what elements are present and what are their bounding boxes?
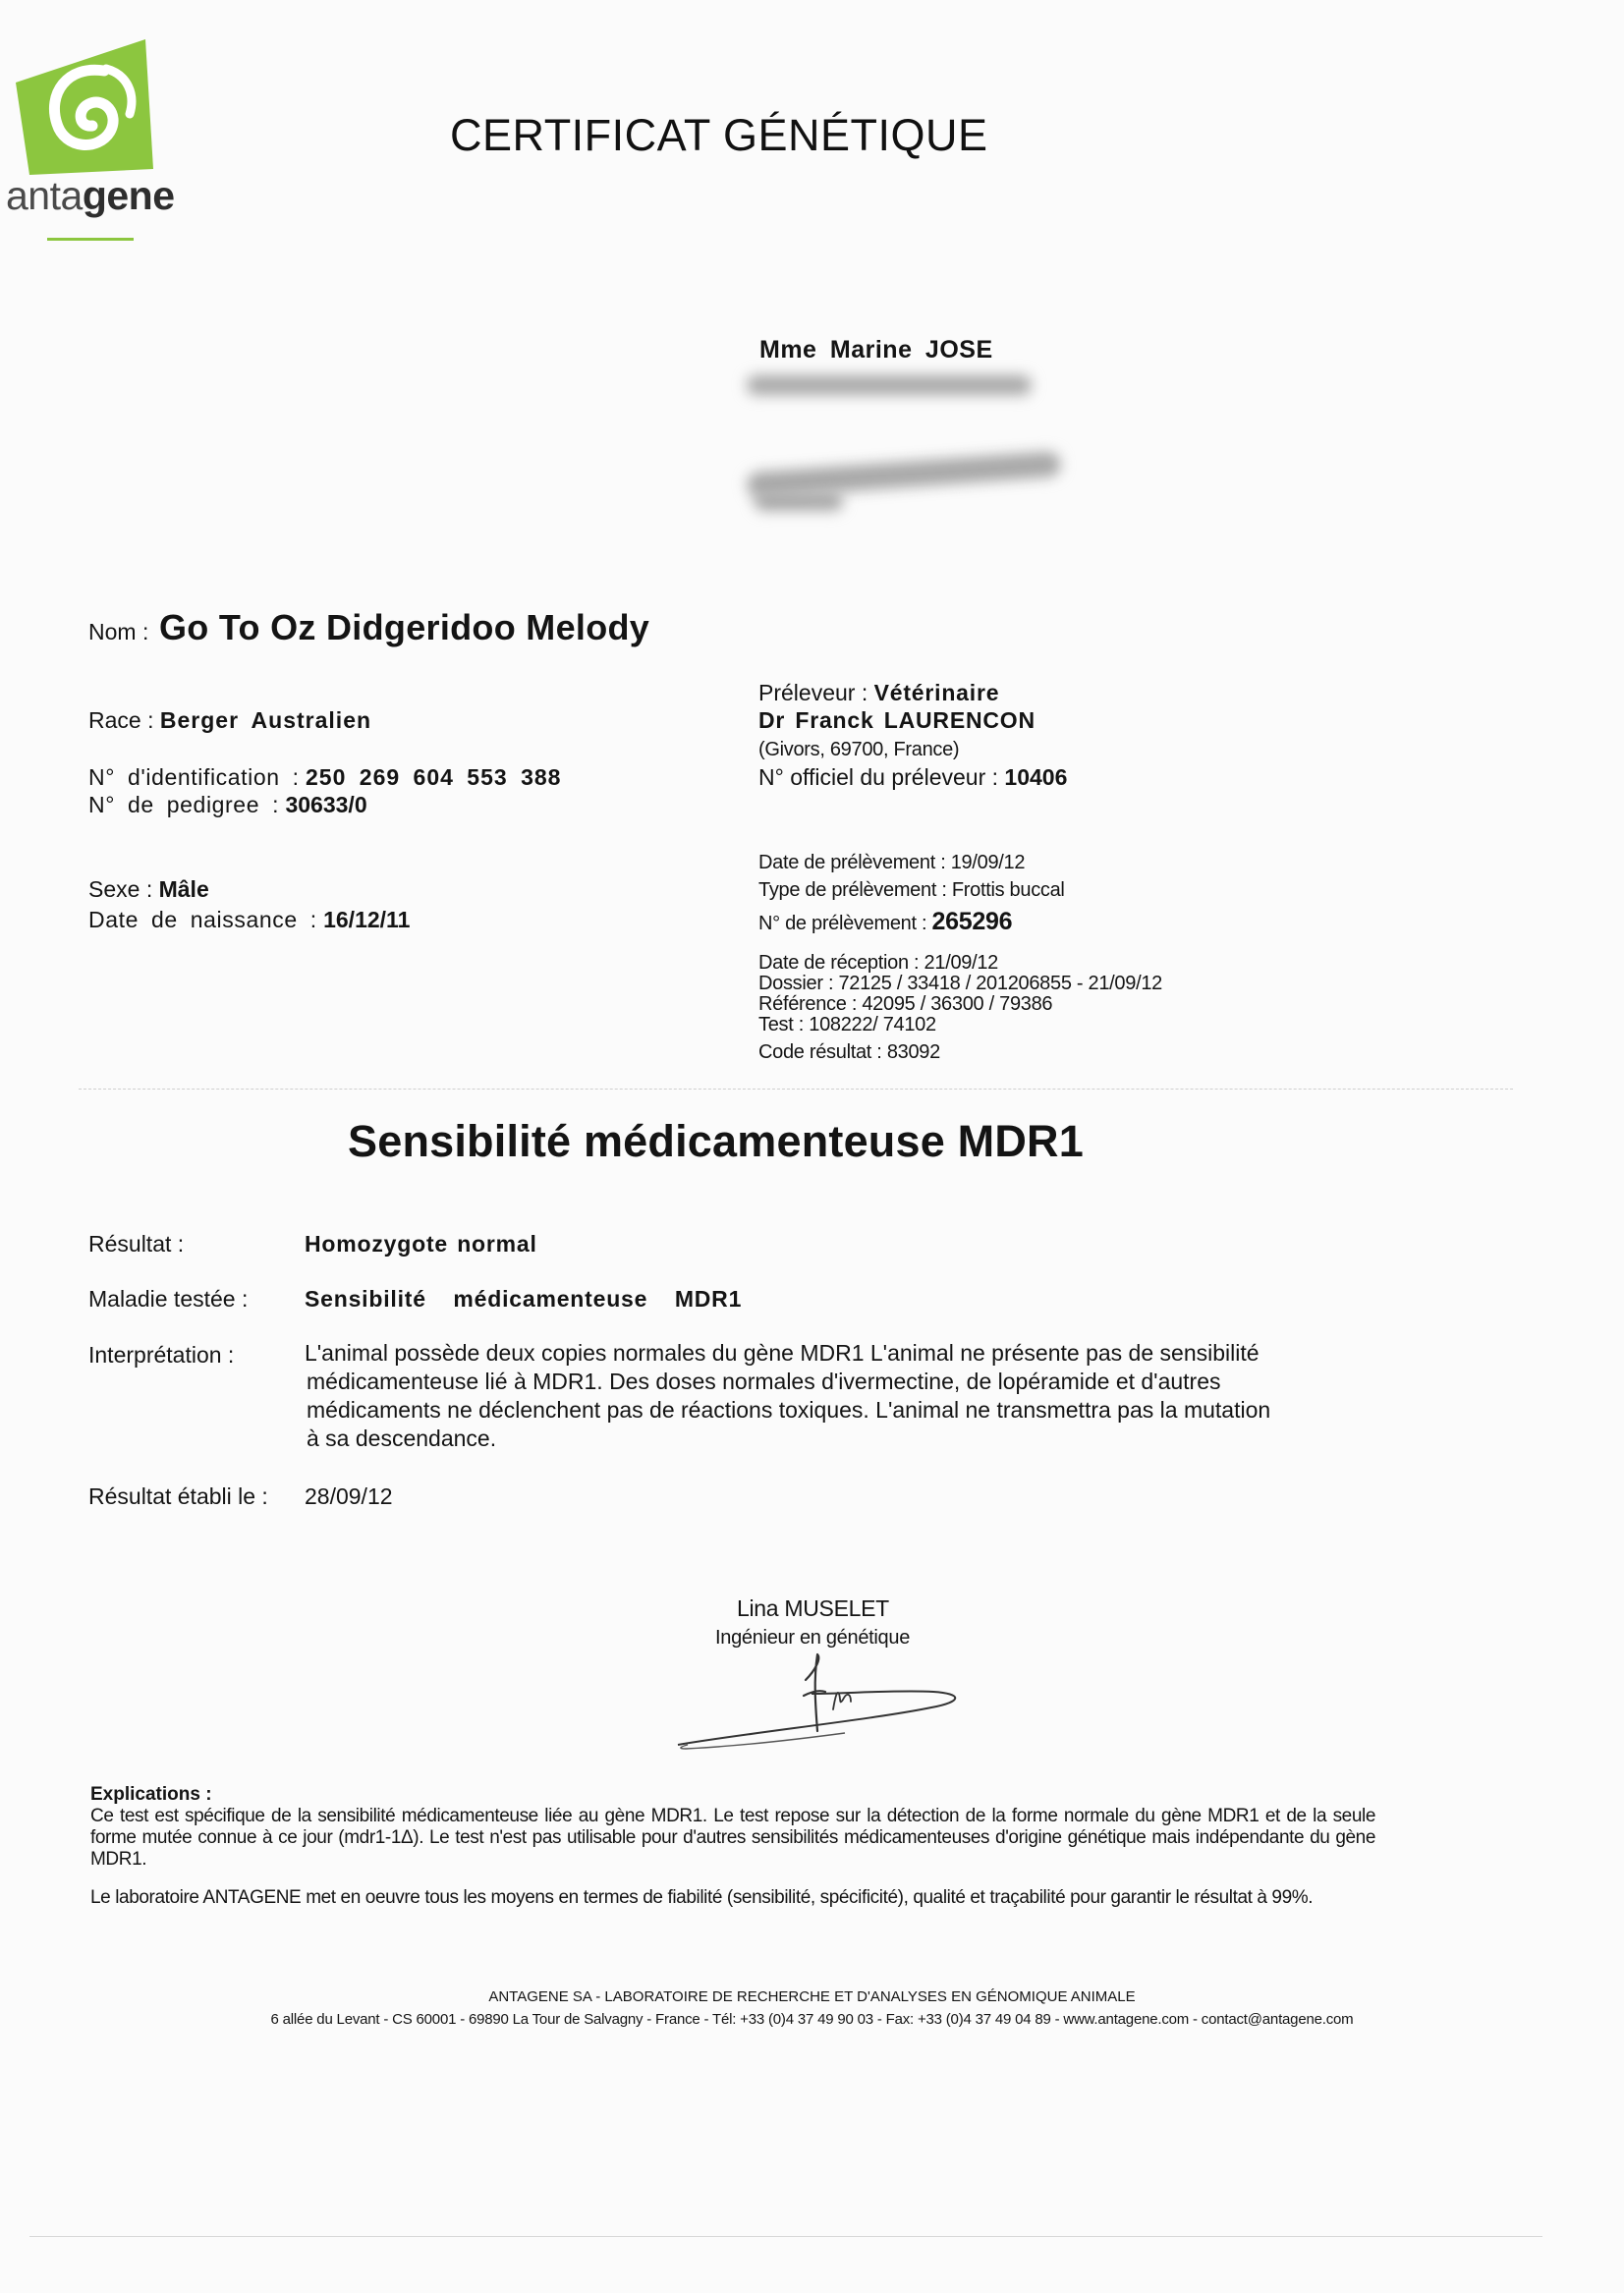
preleveur-official-field (758, 764, 1067, 791)
naissance-field (88, 907, 410, 933)
interpretation-line: L'animal possède deux copies normales du gène MDR1 L'animal ne présente pas de sensibilité (305, 1340, 1260, 1366)
dossier: Dossier : 72125 / 33418 / 201206855 - 21/09/12 (758, 973, 1162, 994)
redacted-address-line (755, 491, 843, 511)
nom-label: Nom : (88, 619, 149, 644)
sexe-label: Sexe : (88, 876, 153, 902)
maladie-value: Sensibilité médicamenteuse MDR1 (305, 1286, 743, 1312)
resultat-value: Homozygote normal (305, 1231, 537, 1257)
pedigree-value: 30633/0 (285, 792, 367, 817)
signatory-role: Ingénieur en génétique (715, 1627, 911, 1649)
test-number: Test : 108222/ 74102 (758, 1014, 936, 1035)
race-field (88, 707, 371, 734)
interpretation-label: Interprétation : (88, 1342, 235, 1368)
document-title: CERTIFICAT GÉNÉTIQUE (450, 110, 988, 160)
maladie-label: Maladie testée : (88, 1286, 249, 1312)
preleveur-official-label: N° officiel du préleveur : (758, 764, 999, 790)
signatory-name: Lina MUSELET (737, 1595, 889, 1621)
interpretation-line: à sa descendance. (307, 1426, 497, 1451)
code-resultat: Code résultat : 83092 (758, 1041, 940, 1063)
identification-value: 250 269 604 553 388 (306, 764, 562, 790)
date-reception: Date de réception : 21/09/12 (758, 952, 999, 974)
preleveur-field (758, 680, 999, 706)
redacted-address-line (747, 375, 1032, 395)
animal-name: Go To Oz Didgeridoo Melody (159, 607, 650, 647)
section-title: Sensibilité médicamenteuse MDR1 (348, 1116, 1084, 1166)
explications-paragraph: Le laboratoire ANTAGENE met en oeuvre tous les moyens en termes de fiabilité (sensibilité, spécificité), qualité et traçabilité pour garantir le résultat à 99%. (90, 1887, 1314, 1908)
preleveur-doctor: Dr Franck LAURENCON (758, 707, 1036, 733)
explications-title: Explications : (90, 1784, 212, 1805)
pedigree-field (88, 792, 367, 818)
bottom-border (29, 2236, 1542, 2237)
pedigree-label: N° de pedigree : (88, 792, 280, 817)
sexe-field (88, 876, 209, 903)
reference: Référence : 42095 / 36300 / 79386 (758, 993, 1053, 1015)
footer-address: 6 allée du Levant - CS 60001 - 69890 La Tour de Salvagny - France - Tél: +33 (0)4 37 49 90 03 - Fax: +33 (0)4 37 49 04 89 - www.antagene.com - contact@antagene.com (270, 2011, 1354, 2028)
race-label: Race : (88, 707, 154, 733)
num-prelevement-field (758, 908, 1012, 936)
race-value: Berger Australien (159, 707, 372, 733)
num-prelevement-label: N° de prélèvement : (758, 913, 927, 934)
section-divider (79, 1089, 1513, 1090)
num-prelevement-value: 265296 (931, 908, 1013, 935)
naissance-label: Date de naissance : (88, 907, 317, 932)
signature-icon (668, 1650, 982, 1759)
preleveur-value: Vétérinaire (873, 680, 1000, 705)
logo-wordmark: antagene (6, 173, 175, 218)
interpretation-text (307, 1339, 1338, 1453)
type-prelevement: Type de prélèvement : Frottis buccal (758, 879, 1065, 901)
date-prelevement: Date de prélèvement : 19/09/12 (758, 852, 1026, 873)
preleveur-label: Préleveur : (758, 680, 868, 705)
recipient-name: Mme Marine JOSE (759, 336, 993, 364)
explications-paragraph: Ce test est spécifique de la sensibilité médicamenteuse liée au gène MDR1. Le test repose sur la détection de la forme normale du gène MDR1 et de la seule forme mutée connue à ce jour (mdr1-1Δ). Le test n'est pas utilisable pour d'autres sensibilités médicamenteuses d'origine génétique mais indépendante du gène MDR1. (90, 1806, 1375, 1870)
resultat-etabli-label: Résultat établi le : (88, 1483, 268, 1509)
interpretation-line: médicamenteuse lié à MDR1. Des doses normales d'ivermectine, de lopéramide et d'autres (307, 1369, 1221, 1394)
logo-underline (47, 238, 134, 241)
sexe-value: Mâle (158, 876, 209, 902)
preleveur-official-value: 10406 (1004, 764, 1068, 790)
naissance-value: 16/12/11 (323, 907, 411, 932)
interpretation-line: médicaments ne déclenchent pas de réactions toxiques. L'animal ne transmettra pas la mutation (307, 1397, 1271, 1423)
resultat-label: Résultat : (88, 1231, 185, 1257)
identification-field (88, 764, 561, 791)
footer-company: ANTAGENE SA - LABORATOIRE DE RECHERCHE ET D'ANALYSES EN GÉNOMIQUE ANIMALE (488, 1988, 1136, 2005)
identification-label: N° d'identification : (88, 764, 300, 790)
preleveur-location: (Givors, 69700, France) (758, 739, 960, 760)
resultat-etabli-value: 28/09/12 (305, 1483, 393, 1509)
